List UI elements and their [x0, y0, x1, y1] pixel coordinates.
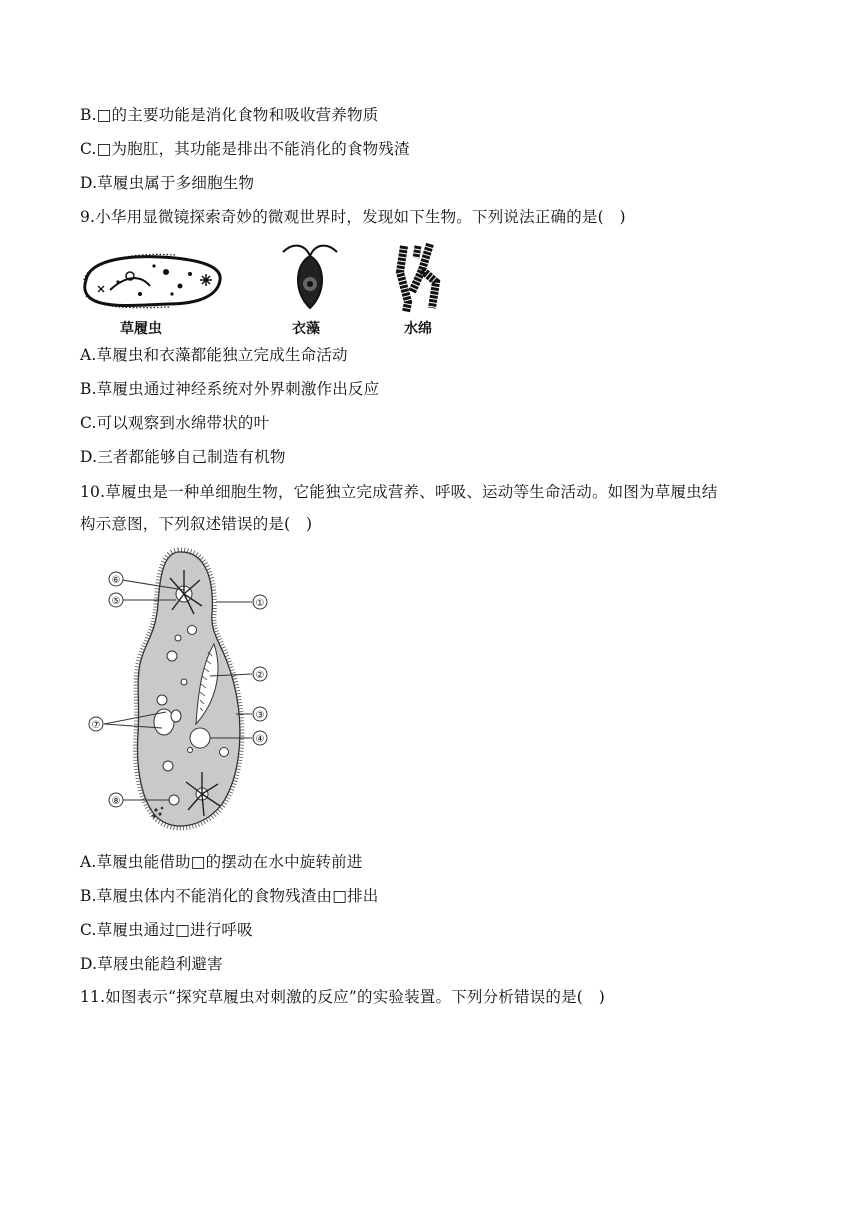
spirogyra-sketch	[392, 242, 452, 314]
q10-option-b: B.草履虫体内不能消化的食物残渣由□排出	[80, 887, 379, 905]
marker-8: ⑧	[111, 796, 121, 807]
q10-option-d: D.草屐虫能趋利避害	[80, 955, 223, 973]
label-spirogyra: 水绵	[404, 321, 432, 337]
q9-option-a: A.草履虫和衣藻都能独立完成生命活动	[80, 346, 348, 364]
q10-option-c: C.草履虫通过□进行呼吸	[80, 921, 253, 939]
marker-4: ④	[255, 734, 265, 745]
q9-option-b: B.草履虫通过神经系统对外界刺激作出反应	[80, 380, 380, 398]
q8-option-d: D.草履虫属于多细胞生物	[80, 174, 255, 192]
q8-option-c: C.□为胞肛，其功能是排出不能消化的食物残渣	[80, 140, 410, 158]
label-chlamydomonas: 衣藻	[292, 321, 320, 337]
q9-stem: 9.小华用显微镜探索奇妙的微观世界时，发现如下生物。下列说法正确的是( )	[80, 208, 626, 226]
label-paramecium: 草履虫	[120, 321, 162, 337]
paramecium-sketch	[80, 246, 225, 314]
marker-2: ②	[255, 670, 265, 681]
marker-7: ⑦	[91, 720, 101, 731]
chlamydomonas-sketch	[275, 242, 345, 314]
q11-stem: 11.如图表示“探究草履虫对刺激的反应”的实验装置。下列分析错误的是( )	[80, 988, 605, 1006]
paramecium-structure-diagram	[84, 544, 284, 834]
marker-5: ⑤	[111, 596, 121, 607]
q10-stem-line2: 构示意图，下列叙述错误的是( )	[80, 515, 313, 533]
q10-stem-line1: 10.草履虫是一种单细胞生物，它能独立完成营养、呼吸、运动等生命活动。如图为草履虫结	[80, 483, 718, 501]
q9-option-d: D.三者都能够自己制造有机物	[80, 448, 286, 466]
marker-3: ③	[255, 710, 265, 721]
q10-option-a: A.草履虫能借助□的摆动在水中旋转前进	[80, 853, 363, 871]
marker-1: ①	[255, 598, 265, 609]
q9-option-c: C.可以观察到水绵带状的叶	[80, 414, 270, 432]
q9-figure	[80, 242, 450, 337]
marker-6: ⑥	[111, 575, 121, 586]
q8-option-b: B.□的主要功能是消化食物和吸收营养物质	[80, 106, 379, 124]
paramecium-structure-figure	[84, 544, 284, 834]
